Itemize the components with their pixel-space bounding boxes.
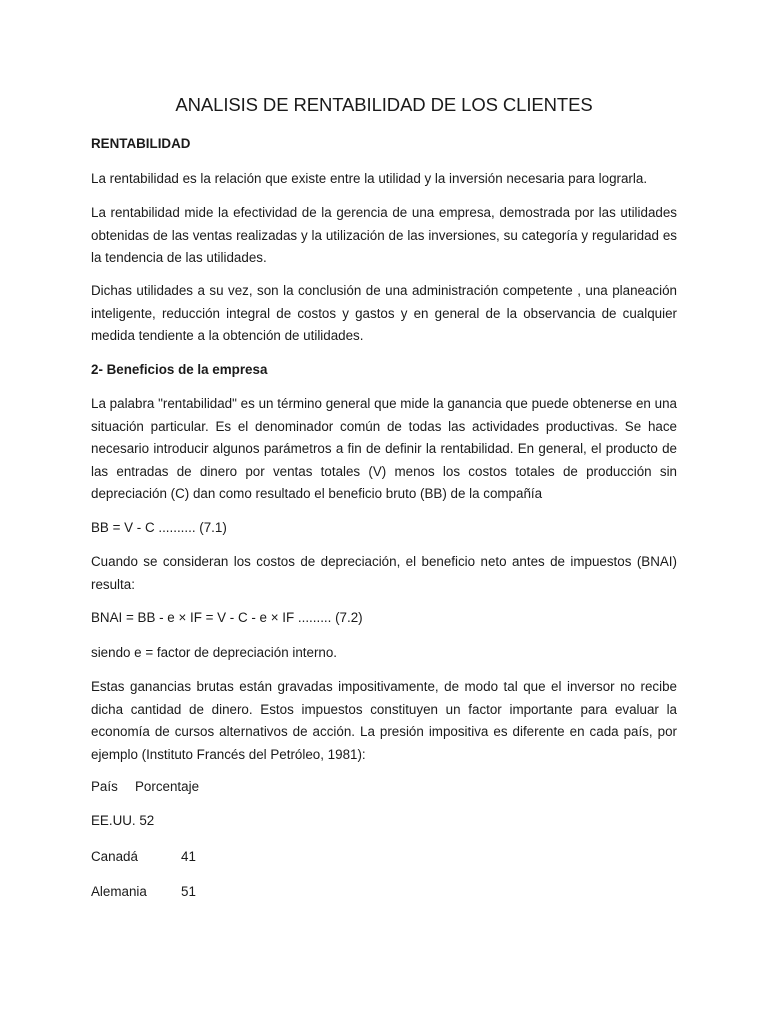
table-cell-percent: 51	[181, 884, 196, 899]
paragraph-5: Cuando se consideran los costos de depreciación, el beneficio neto antes de impuestos (BNAI) resulta:	[91, 554, 677, 592]
table-cell-country: Canadá	[91, 849, 138, 864]
table-header-percent: Porcentaje	[135, 779, 200, 794]
section-heading-rentabilidad: RENTABILIDAD	[91, 136, 191, 151]
tax-table-row	[91, 881, 196, 904]
tax-table-row	[91, 846, 196, 869]
table-cell-percent: 41	[181, 849, 196, 864]
formula-7-2: BNAI = BB - e × IF = V - C - e × IF ......... (7.2)	[91, 610, 363, 625]
paragraph-6: siendo e = factor de depreciación interno.	[91, 645, 338, 660]
table-cell-country: EE.UU. 52	[91, 813, 155, 828]
table-cell-country: Alemania	[91, 884, 147, 899]
tax-table-header	[91, 776, 199, 799]
paragraph-3: Dichas utilidades a su vez, son la conclusión de una administración competente , una planeación inteligente, reducción integral de costos y gastos y en general de la observancia de cualquier medida tendiente a la obtención de utilidades.	[91, 283, 677, 343]
paragraph-4: La palabra "rentabilidad" es un término general que mide la ganancia que puede obtenerse en una situación particular. Es el denominador común de todas las actividades productivas. Se hace necesario introducir algunos parámetros a fin de definir la rentabilidad. En general, el producto de las entradas de dinero por ventas totales (V) menos los costos totales de producción sin depreciación (C) dan como resultado el beneficio bruto (BB) de la compañía	[91, 396, 677, 501]
document-title: ANALISIS DE RENTABILIDAD DE LOS CLIENTES	[175, 94, 593, 115]
paragraph-7: Estas ganancias brutas están gravadas impositivamente, de modo tal que el inversor no recibe dicha cantidad de dinero. Estos impuestos constituyen un factor importante para evaluar la economía de cursos alternativos de acción. La presión impositiva es diferente en cada país, por ejemplo (Instituto Francés del Petróleo, 1981):	[91, 679, 677, 762]
section-heading-beneficios: 2- Beneficios de la empresa	[91, 362, 268, 377]
formula-7-1: BB = V - C .......... (7.1)	[91, 520, 227, 535]
table-header-country: País	[91, 779, 118, 794]
tax-table-row	[91, 810, 154, 833]
paragraph-2: La rentabilidad mide la efectividad de la gerencia de una empresa, demostrada por las utilidades obtenidas de las ventas realizadas y la utilización de las inversiones, su categoría y regularidad es la tendencia de las utilidades.	[91, 205, 677, 265]
paragraph-1: La rentabilidad es la relación que existe entre la utilidad y la inversión necesaria para lograrla.	[91, 171, 648, 186]
